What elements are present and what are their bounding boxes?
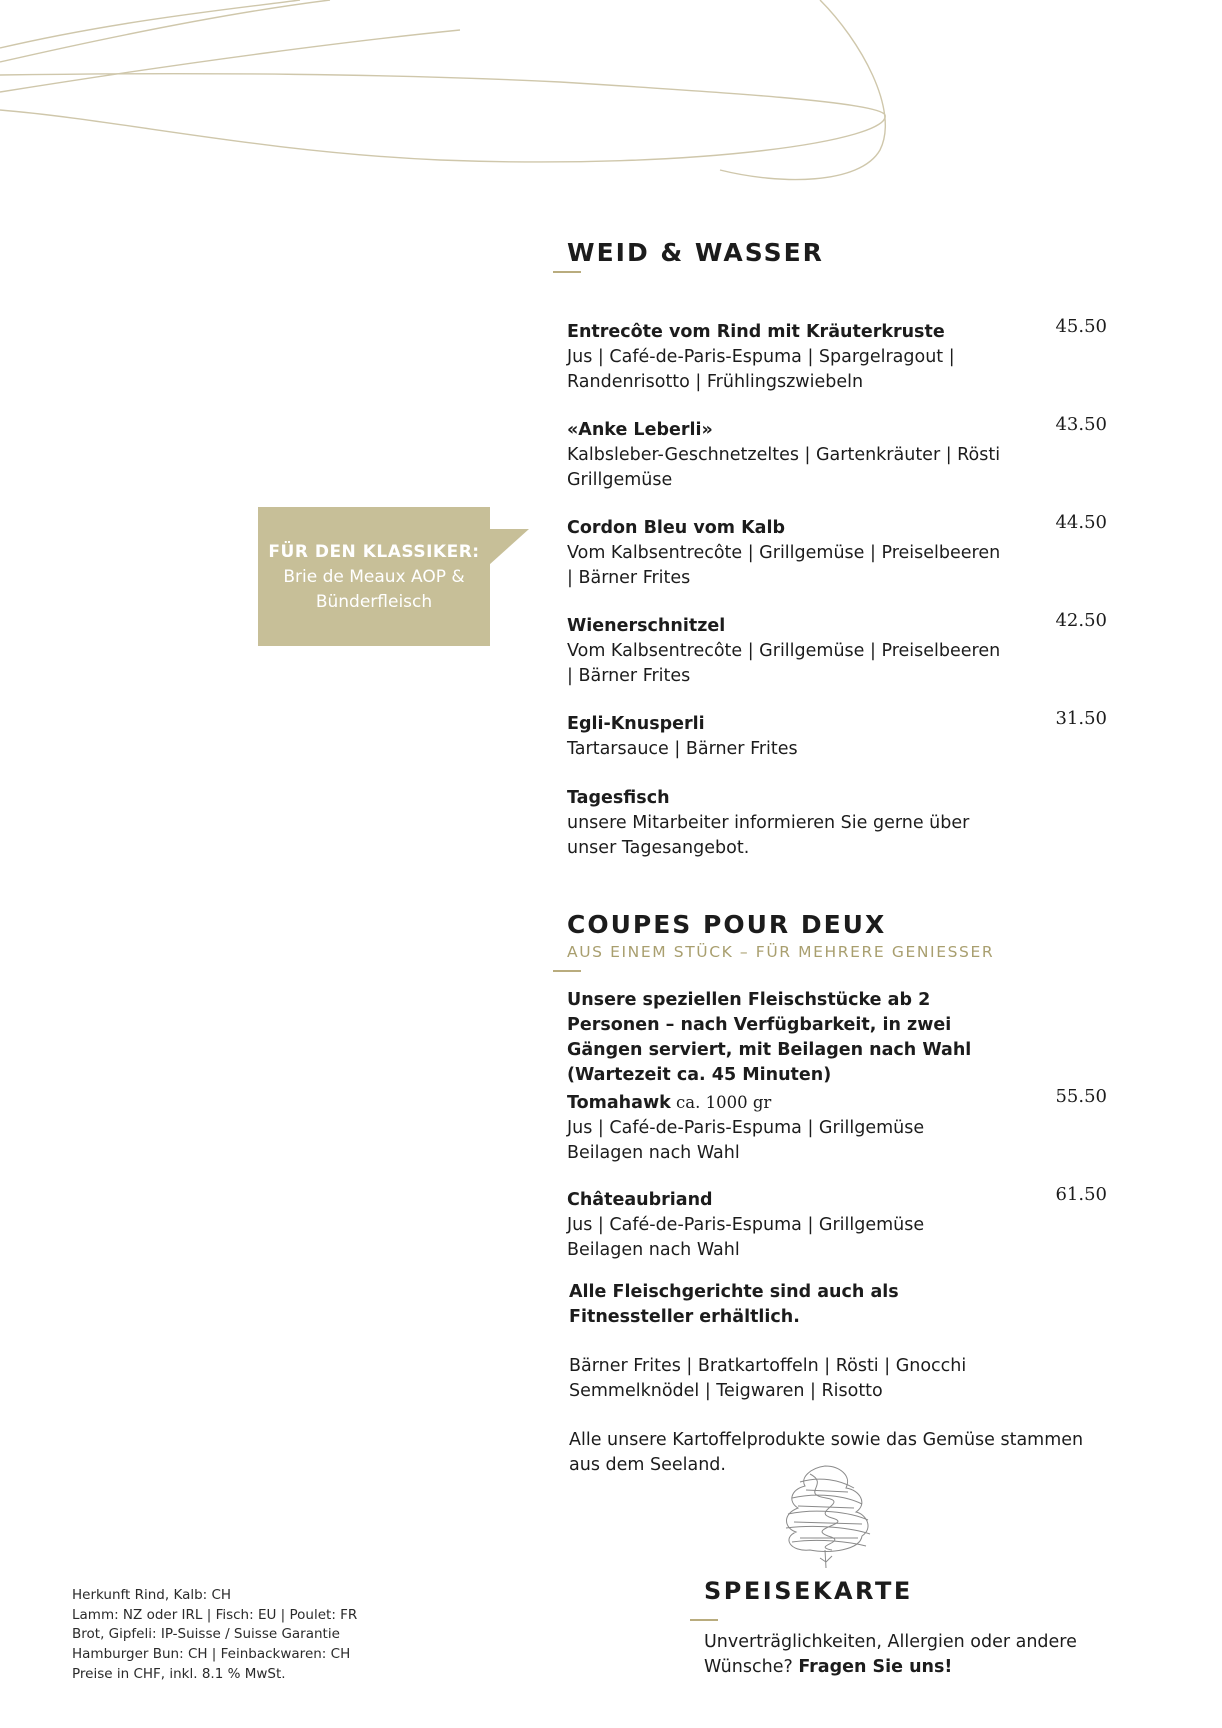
dish-price: 43.50	[1055, 414, 1107, 435]
callout-title: FÜR DEN KLASSIKER:	[268, 542, 480, 562]
footer-line: Herkunft Rind, Kalb: CH	[72, 1587, 232, 1603]
dish-name: Châteaubriand	[567, 1190, 713, 1210]
dish-price: 31.50	[1055, 708, 1107, 729]
dish-description: Vom Kalbsentrecôte | Grillgemüse | Preiselbeeren | Bärner Frites	[567, 641, 1001, 686]
dish-item	[567, 316, 1107, 395]
section-subtitle: AUS EINEM STÜCK – FÜR MEHRERE GENIESSER	[567, 943, 995, 961]
dish-description: Vom Kalbsentrecôte | Grillgemüse | Preiselbeeren | Bärner Frites	[567, 543, 1001, 588]
speisekarte-title: SPEISEKARTE	[704, 1577, 913, 1605]
section-rule	[553, 970, 581, 972]
dish-item	[567, 512, 1107, 591]
section-rule	[553, 271, 581, 273]
dish-price: 61.50	[1055, 1184, 1107, 1205]
dish-description: Jus | Café-de-Paris-Espuma | Spargelragout | Randenrisotto | Frühlingszwiebeln	[567, 347, 955, 392]
section-rule	[690, 1619, 718, 1621]
dish-name: «Anke Leberli»	[567, 420, 713, 440]
dish-item	[567, 1086, 1107, 1166]
sides-list	[569, 1354, 1099, 1404]
dish-price: 45.50	[1055, 316, 1107, 337]
footer-line: Lamm: NZ oder IRL | Fisch: EU | Poulet: FR	[72, 1606, 358, 1623]
dish-item	[567, 708, 1107, 762]
section-title-coupes: COUPES POUR DEUX	[567, 910, 887, 939]
origin-footer	[72, 1586, 357, 1685]
footer-line: Brot, Gipfeli: IP-Suisse / Suisse Garantie	[72, 1626, 340, 1643]
callout-line: Bünderfleisch	[315, 592, 433, 612]
dish-price: 55.50	[1055, 1086, 1107, 1107]
dish-item	[567, 610, 1107, 689]
dish-item	[567, 1184, 1107, 1263]
dish-description: Jus | Café-de-Paris-Espuma | Grillgemüse Beilagen nach Wahl	[567, 1215, 925, 1260]
decorative-swirl-lines	[0, 0, 900, 200]
section-title-weid-wasser: WEID & WASSER	[567, 238, 824, 267]
dish-description: Jus | Café-de-Paris-Espuma | Grillgemüse Beilagen nach Wahl	[567, 1118, 925, 1163]
dish-description: unsere Mitarbeiter informieren Sie gerne über unser Tagesangebot.	[567, 813, 970, 858]
allergy-note	[704, 1630, 1104, 1680]
dish-name: Tomahawk	[567, 1093, 671, 1113]
sides-line: Semmelknödel | Teigwaren | Risotto	[569, 1381, 883, 1401]
allergy-cta: Fragen Sie uns!	[798, 1657, 953, 1677]
sides-line: Bärner Frites | Bratkartoffeln | Rösti | Gnocchi	[569, 1356, 967, 1376]
classic-callout	[258, 507, 490, 646]
dish-weight: ca. 1000 gr	[670, 1093, 772, 1112]
dish-item	[567, 786, 1107, 861]
dish-name: Wienerschnitzel	[567, 616, 726, 636]
footer-line: Preise in CHF, inkl. 8.1 % MwSt.	[72, 1665, 286, 1682]
dish-price: 42.50	[1055, 610, 1107, 631]
dish-description: Tartarsauce | Bärner Frites	[567, 739, 798, 759]
origin-note: Alle unsere Kartoffelprodukte sowie das Gemüse stammen aus dem Seeland.	[569, 1430, 1084, 1475]
coupes-intro: Unsere speziellen Fleischstücke ab 2 Personen – nach Verfügbarkeit, in zwei Gängen serviert, mit Beilagen nach Wahl (Wartezeit ca. 45 Minuten)	[567, 990, 972, 1085]
callout-arrow-icon	[489, 507, 529, 567]
dish-name: Cordon Bleu vom Kalb	[567, 518, 786, 538]
footer-line: Hamburger Bun: CH | Feinbackwaren: CH	[72, 1646, 351, 1663]
dish-description: Kalbsleber-Geschnetzeltes | Gartenkräuter | Rösti Grillgemüse	[567, 445, 1001, 490]
fitness-note: Alle Fleischgerichte sind auch als Fitnessteller erhältlich.	[569, 1282, 899, 1327]
allergy-text: Unverträglichkeiten, Allergien oder andere Wünsche?	[704, 1632, 1077, 1677]
scribble-tree-icon	[770, 1462, 880, 1570]
dish-name: Egli-Knusperli	[567, 714, 705, 734]
dish-name: Entrecôte vom Rind mit Kräuterkruste	[567, 322, 945, 342]
dish-price: 44.50	[1055, 512, 1107, 533]
dish-name: Tagesfisch	[567, 788, 670, 808]
dish-item	[567, 414, 1107, 493]
callout-line: Brie de Meaux AOP &	[283, 567, 465, 587]
